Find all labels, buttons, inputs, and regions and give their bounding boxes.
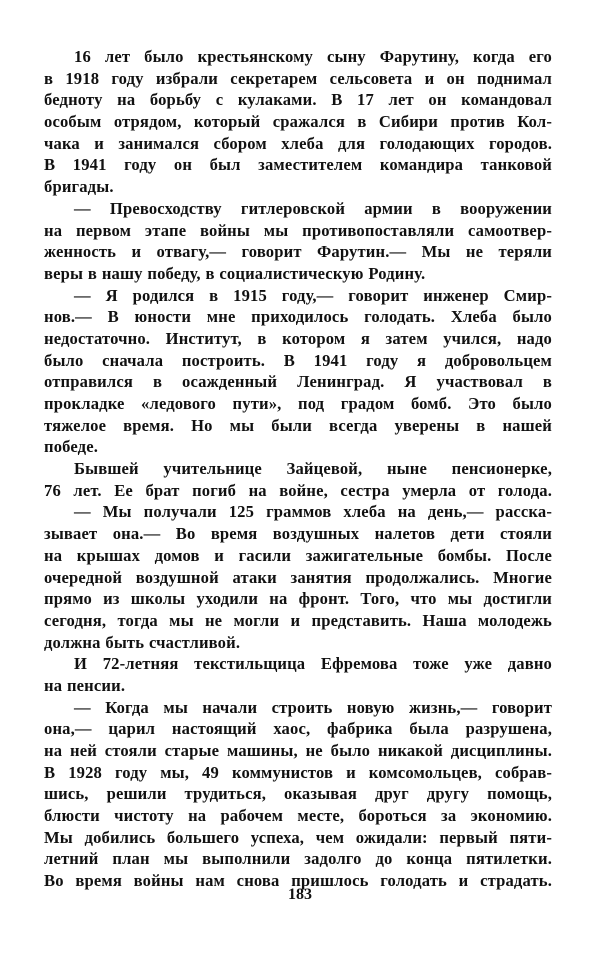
text-line: Бывшей учительнице Зайцевой, ныне пенсионерке, (74, 459, 552, 479)
paragraph-farutin-bio (44, 46, 552, 198)
text-line: на первом этапе войны мы противопоставляли самоотвер- (44, 220, 552, 240)
text-line: бедноту на борьбу с кулаками. В 17 лет он командовал (44, 90, 552, 110)
text-line: на ней стояли старые машины, не было никакой дисциплины. (44, 741, 552, 760)
text-line: прокладке «ледового пути», под градом бомб. Это было (44, 394, 552, 413)
text-line: нов.— В юности мне приходилось голодать. Хлеба было (44, 307, 552, 327)
text-line: — Когда мы начали строить новую жизнь,— говорит (74, 697, 552, 717)
document-body (44, 46, 552, 892)
text-line: чака и занимался сбором хлеба для голодающих городов. (44, 133, 552, 153)
text-line: В 1928 году мы, 49 коммунистов и комсомольцев, собрав- (44, 762, 552, 782)
text-line: веры в нашу победу, в социалистическую Родину. (44, 263, 426, 283)
paragraph-efremova-quote (44, 697, 552, 892)
text-line: — Превосходству гитлеровской армии в вооружении (74, 198, 552, 218)
text-line: Во время войны нам снова пришлось голодать и страдать. (44, 871, 552, 891)
text-line: очередной воздушной атаки занятия продолжались. Многие (44, 567, 552, 587)
text-line: тяжелое время. Но мы были всегда уверены в нашей (44, 415, 552, 435)
text-line: отправился в осажденный Ленинград. Я участвовал в (44, 372, 552, 392)
text-line: бригады. (44, 177, 114, 197)
text-line: было сначала построить. В 1941 году я добровольцем (44, 350, 552, 370)
text-line: сегодня, тогда мы не могли и представить. Наша молодежь (44, 610, 552, 630)
text-line: шись, решили трудиться, оказывая друг другу помощь, (44, 784, 552, 804)
text-line: летний план мы выполнили задолго до конца пятилетки. (44, 849, 552, 869)
page-number: 183 (288, 886, 312, 903)
text-line: Мы добились большего успеха, чем ожидали: первый пяти- (44, 827, 552, 847)
text-line: прямо из школы уходили на фронт. Того, что мы достигли (44, 589, 552, 609)
paragraph-farutin-quote (44, 198, 552, 285)
paragraph-smirnov-quote (44, 285, 552, 459)
paragraph-efremova-bio (44, 653, 552, 696)
text-line: — Мы получали 125 граммов хлеба на день,— расска- (74, 502, 552, 522)
text-line: на крышах домов и гасили зажигательные бомбы. После (44, 545, 552, 565)
text-line: победе. (44, 437, 99, 457)
text-line: 76 лет. Ее брат погиб на войне, сестра умерла от голода. (44, 480, 552, 500)
text-line: она,— царил настоящий хаос, фабрика была разрушена, (44, 719, 552, 739)
text-line: должна быть счастливой. (44, 632, 241, 652)
text-line: И 72-летняя текстильщица Ефремова тоже уже давно (74, 654, 552, 674)
text-line: особым отрядом, который сражался в Сибири против Кол- (44, 112, 552, 132)
text-line: блюсти чистоту на рабочем месте, бороться за экономию. (44, 806, 552, 826)
paragraph-zaitseva-bio (44, 458, 552, 501)
text-line: зывает она.— Во время воздушных налетов дети стояли (44, 524, 552, 544)
text-line: 16 лет было крестьянскому сыну Фарутину, когда его (74, 47, 552, 66)
text-line: В 1941 году он был заместителем командира танковой (44, 155, 552, 175)
text-line: женность и отвагу,— говорит Фарутин.— Мы не теряли (44, 242, 552, 262)
text-line: — Я родился в 1915 году,— говорит инженер Смир- (74, 285, 552, 305)
paragraph-zaitseva-quote (44, 501, 552, 653)
text-line: на пенсии. (44, 675, 126, 695)
text-line: недостаточно. Институт, в котором я затем учился, надо (44, 328, 552, 348)
text-line: в 1918 году избрали секретарем сельсовета и он поднимал (44, 68, 552, 88)
